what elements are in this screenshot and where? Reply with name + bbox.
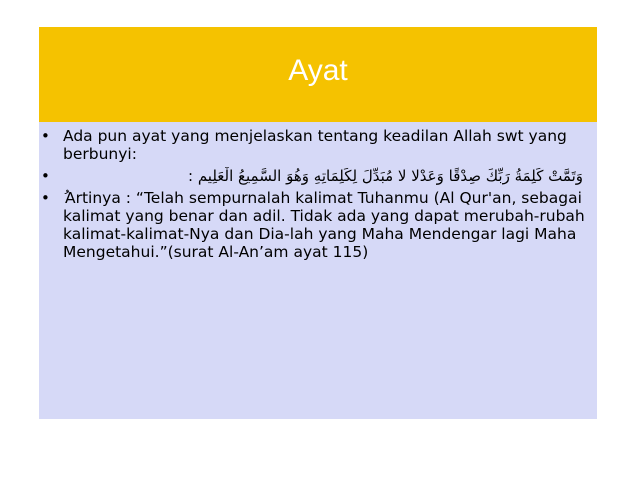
translation-text: Artinya : “Telah sempurnalah kalimat Tuhanmu (Al Qur'an, sebagai kalimat yang benar dan adil. Tidak ada yang dapat merubah-rubah kalimat-kalimat-Nya dan Dia-lah yang Maha Mendengar lagi Maha Mengetahui.”(surat Al-An’am ayat 115): [63, 189, 585, 261]
arabic-verse-text: وَتَمَّتْ كَلِمَةُ رَبِّكَ صِدْقًا وَعَدْلا لا مُبَدِّلَ لِكَلِمَاتِهِ وَهُوَ السَّمِيعُ الْعَلِيم :: [188, 167, 583, 185]
bullet-intro-text: Ada pun ayat yang menjelaskan tentang keadilan Allah swt yang berbunyi:: [63, 127, 567, 163]
bullet-icon: •: [41, 189, 50, 207]
bullet-arabic-verse: [39, 167, 597, 185]
slide: [39, 27, 597, 419]
bullet-translation: [39, 189, 597, 261]
bullet-icon: •: [41, 167, 50, 185]
bullet-icon: •: [41, 127, 50, 145]
slide-title: Ayat: [288, 54, 348, 87]
bullet-intro: [39, 127, 597, 163]
content-area: [39, 122, 597, 419]
title-band: [39, 27, 597, 122]
bullet-list: [39, 127, 597, 265]
